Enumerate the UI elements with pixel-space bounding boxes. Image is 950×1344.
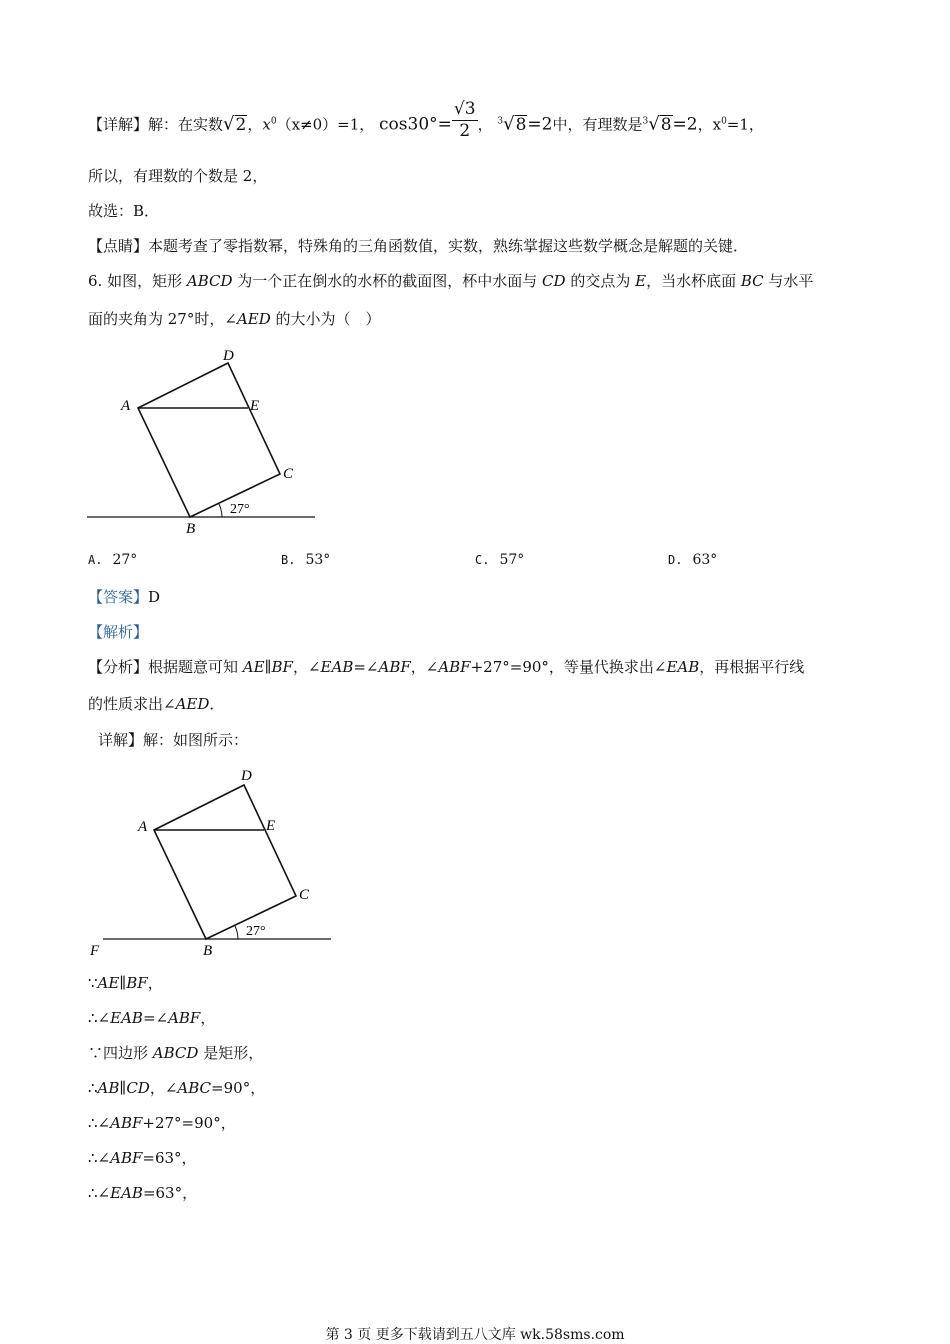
q6-text-a: 6. 如图，矩形 [88, 272, 187, 290]
rectangle-abcd [138, 363, 280, 517]
cube-eq: =2 [527, 114, 553, 135]
q6-text-f: 面的夹角为 27°时，∠ [88, 310, 237, 328]
mid-text: 中，有理数是 [552, 115, 643, 134]
p5-ital: ABF [110, 1114, 143, 1132]
proof-step-5 [88, 1113, 236, 1133]
p3-pre: ∵四边形 [88, 1044, 153, 1062]
answer-line [88, 587, 160, 607]
cube-eq-2: =2 [672, 114, 698, 135]
an-l2b: AED [175, 695, 210, 713]
q6-text-b: 为一个正在倒水的水杯的截面图，杯中水面与 [232, 272, 543, 290]
end-val: =1， [726, 115, 764, 134]
line-choose: 故选：B． [88, 202, 160, 220]
q6-line2 [88, 309, 381, 329]
angle-label-2: 27° [246, 924, 266, 939]
an-f: ABF [378, 658, 411, 676]
p2-pre: ∴∠ [88, 1009, 111, 1027]
q6-line1 [88, 271, 813, 291]
option-c-value: 57° [499, 552, 525, 568]
q6-text-g: 的大小为（ ） [270, 310, 381, 328]
an-i: +27°=90°，等量代换求出∠ [470, 658, 667, 676]
label-f-2: F [90, 943, 100, 959]
p3-post: 是矩形， [198, 1044, 264, 1062]
label-c-2: C [299, 887, 310, 903]
detail-tag: 【详解】 [88, 115, 149, 134]
option-b-value: 53° [305, 552, 331, 568]
x-exp: 0 [270, 116, 277, 127]
option-d-letter: D. [668, 553, 683, 567]
an-l2c: ． [209, 695, 225, 713]
label-d: D [223, 348, 234, 364]
option-a [88, 552, 137, 568]
p4-ital2: ABC [177, 1079, 212, 1097]
p1-pre: ∵ [88, 974, 98, 992]
p2-ital: EAB [110, 1009, 143, 1027]
an-d: EAB [320, 658, 354, 676]
p7-ital: EAB [110, 1184, 143, 1202]
option-a-letter: A. [88, 553, 103, 567]
label-c: C [283, 466, 294, 482]
answer-tag: 【答案】 [88, 588, 149, 606]
end-text: ，x [697, 115, 722, 134]
frac-den: 2 [459, 121, 471, 141]
p4-mid: ，∠ [149, 1079, 178, 1097]
frac-num: 3 [464, 99, 476, 119]
an-l2a: 的性质求出∠ [88, 695, 176, 713]
cube-val: 8 [515, 114, 527, 135]
option-b-letter: B. [281, 553, 296, 567]
p4-pre: ∴ [88, 1079, 98, 1097]
p3-ital: ABCD [152, 1044, 199, 1062]
proof-step-7 [88, 1183, 197, 1203]
analysis-sub-tag: 【分析】 [88, 658, 149, 676]
p2-post: ， [200, 1009, 216, 1027]
option-b [281, 552, 330, 568]
comment-text: 本题考查了零指数幂，特殊角的三角函数值，实数，熟练掌握这些数学概念是解题的关键． [148, 237, 749, 255]
detail2-line: 详解】解：如图所示： [98, 731, 249, 749]
page-footer: 第 3 页 更多下载请到五八文库 wk.58sms.com [325, 1327, 625, 1343]
analysis-line2 [88, 694, 224, 714]
option-d [668, 552, 717, 568]
angle-arc-2 [235, 926, 238, 939]
label-e-2: E [266, 818, 276, 834]
q6-text-e: 与水平 [763, 272, 814, 290]
p1-post: ， [147, 974, 163, 992]
p4-ital: AB∥CD [97, 1079, 150, 1097]
label-d-2: D [241, 768, 252, 784]
analysis-tag: 【解析】 [88, 623, 149, 641]
label-a: A [121, 398, 131, 414]
option-c [475, 552, 524, 568]
p2-ital2: ABF [168, 1009, 201, 1027]
line-so: 所以，有理数的个数是 2， [88, 167, 268, 185]
q6-aed: AED [236, 310, 271, 328]
analysis-line1 [88, 657, 804, 677]
q6-text-d: ，当水杯底面 [646, 272, 741, 290]
x-cond: （x≠0）=1， [276, 115, 375, 134]
answer-value: D [148, 588, 161, 606]
detail-line: 【详解】解：在实数√2，$x^0(x\ne 0)=1$， cos30°= $\frac{√3}{2}$ ， $^3$√8=2中，有理数是$^3$√8=2，$x^0=1$， [88, 99, 764, 141]
comment-line [88, 236, 748, 256]
p6-pre: ∴∠ [88, 1149, 111, 1167]
q6-bc: BC [740, 272, 764, 290]
option-a-value: 27° [112, 552, 138, 568]
label-a-2: A [138, 819, 148, 835]
p1-ital: AE∥BF [97, 974, 148, 992]
figure-1 [80, 340, 330, 540]
label-b-2: B [203, 943, 213, 959]
proof-step-1 [88, 973, 163, 993]
cube-val-2: 8 [660, 114, 672, 135]
an-e: =∠ [353, 658, 379, 676]
cube-index: 3 [497, 116, 504, 127]
proof-step-3 [88, 1043, 263, 1063]
p4-post: =90°， [211, 1079, 266, 1097]
cos-expr: cos30° [379, 114, 438, 135]
cube-index-2: 3 [642, 116, 649, 127]
an-h: ABF [438, 658, 471, 676]
an-b: AE∥BF [242, 658, 293, 676]
p5-pre: ∴∠ [88, 1114, 111, 1132]
sqrt-2: 2 [235, 114, 247, 135]
fraction: $\frac{√3}{2}$ [453, 99, 476, 141]
angle-label: 27° [230, 502, 250, 517]
an-j: EAB [666, 658, 700, 676]
eq-sign: = [437, 114, 452, 135]
option-c-letter: C. [475, 553, 490, 567]
p5-post: +27°=90°， [142, 1114, 236, 1132]
an-k: ，再根据平行线 [699, 658, 805, 676]
p6-post: =63°， [142, 1149, 197, 1167]
option-d-value: 63° [692, 552, 718, 568]
q6-text-c: 的交点为 [565, 272, 636, 290]
q6-e: E [635, 272, 647, 290]
rectangle-abcd-2 [154, 785, 296, 939]
detail-intro: 解：在实数 [148, 115, 224, 134]
p7-post: =63°， [142, 1184, 198, 1202]
p6-ital: ABF [110, 1149, 143, 1167]
end-sup: 0 [721, 116, 727, 127]
label-e: E [250, 398, 260, 414]
x-var: x [262, 115, 271, 134]
angle-arc [219, 504, 222, 517]
an-a: 根据题意可知 [148, 658, 243, 676]
an-c: ，∠ [292, 658, 321, 676]
p7-pre: ∴∠ [88, 1184, 111, 1202]
proof-step-2 [88, 1008, 215, 1028]
q6-abcd: ABCD [186, 272, 233, 290]
comment-tag: 【点睛】 [88, 237, 149, 255]
label-b: B [186, 521, 196, 537]
figure-2 [85, 762, 340, 962]
an-g: ，∠ [410, 658, 439, 676]
q6-cd: CD [542, 272, 566, 290]
p2-mid: =∠ [142, 1009, 169, 1027]
proof-step-6 [88, 1148, 197, 1168]
proof-step-4 [88, 1078, 265, 1098]
